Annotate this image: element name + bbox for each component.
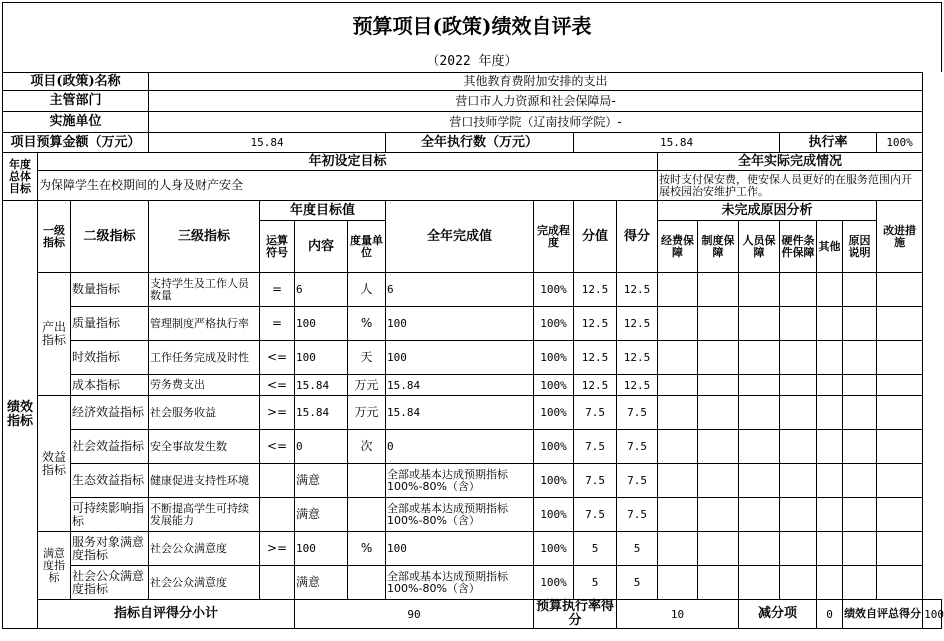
reason-header: 未完成原因分析 [658,201,877,221]
op-cell: >= [260,532,295,566]
degree-cell: 100% [534,273,574,307]
goals-content-row [3,171,942,201]
op-cell [260,566,295,600]
score-cell: 5 [617,566,658,600]
score-cell: 12.5 [617,273,658,307]
l3-cell: 不断提高学生可持续发展能力 [149,498,260,532]
table-row [3,375,942,396]
degree-cell: 100% [534,532,574,566]
content-cell: 100 [295,307,348,341]
perf-label: 绩效指标 [3,201,38,629]
l3-cell: 社会服务收益 [149,396,260,430]
degree-cell: 100% [534,498,574,532]
l3-cell: 社会公众满意度 [149,532,260,566]
form-title: 预算项目(政策)绩效自评表 [2,2,942,46]
table-row [3,430,942,464]
l2-cell: 社会效益指标 [71,430,149,464]
table-row [3,566,942,600]
degree-cell: 100% [534,430,574,464]
content-cell: 100 [295,532,348,566]
budget-rate-label: 预算执行率得分 [534,600,617,629]
content-header: 内容 [295,221,348,273]
content-cell: 满意 [295,566,348,600]
evaluation-table [2,72,942,629]
op-cell: = [260,273,295,307]
goals-actual-header: 全年实际完成情况 [658,153,923,171]
l3-cell: 健康促进支持性环境 [149,464,260,498]
dept-value: 营口市人力资源和社会保障局- [149,91,923,112]
l2-cell: 时效指标 [71,341,149,375]
score-cell: 7.5 [617,498,658,532]
l3-cell: 支持学生及工作人员数量 [149,273,260,307]
unit-cell: 次 [348,430,386,464]
degree-cell: 100% [534,341,574,375]
l2-cell: 成本指标 [71,375,149,396]
goals-initial-text: 为保障学生在校期间的人身及财产安全 [38,171,658,201]
content-cell: 15.84 [295,396,348,430]
rate-value: 100% [877,133,923,153]
op-cell [260,498,295,532]
actual-cell: 6 [386,273,534,307]
full-year-header: 全年完成值 [386,201,534,273]
unit-cell: % [348,307,386,341]
op-cell: <= [260,341,295,375]
l3-cell: 劳务费支出 [149,375,260,396]
content-cell: 6 [295,273,348,307]
content-cell: 15.84 [295,375,348,396]
score-cell: 7.5 [617,396,658,430]
rate-label: 执行率 [780,133,877,153]
content-cell: 100 [295,341,348,375]
unit-cell: 天 [348,341,386,375]
l2-cell: 质量指标 [71,307,149,341]
l2-cell: 可持续影响指标 [71,498,149,532]
level2-header: 二级指标 [71,201,149,273]
score-header: 得分 [617,201,658,273]
l3-cell: 社会公众满意度 [149,566,260,600]
score-cell: 12.5 [617,375,658,396]
degree-cell: 100% [534,396,574,430]
exec-label: 全年执行数（万元） [386,133,574,153]
actual-cell: 全部或基本达成预期指标 100%-80%（含） [386,464,534,498]
actual-cell: 100 [386,532,534,566]
op-cell: >= [260,396,295,430]
value-cell: 5 [574,532,617,566]
goals-side-label: 年度总体目标 [3,153,38,201]
group-output: 产出指标 [38,273,71,396]
score-value-header: 分值 [574,201,617,273]
project-name-row [3,73,942,91]
improve-header: 改进措施 [877,201,923,273]
unit-cell [348,566,386,600]
footer-row [3,600,942,629]
reason-r1: 经费保障 [658,221,698,273]
degree-cell: 100% [534,307,574,341]
annual-target-header: 年度目标值 [260,201,386,221]
actual-cell: 100 [386,341,534,375]
degree-cell: 100% [534,375,574,396]
unit-row [3,112,942,133]
degree-header: 完成程度 [534,201,574,273]
budget-row [3,133,942,153]
unit-cell: 万元 [348,396,386,430]
table-row [3,341,942,375]
goals-header-row [3,153,942,171]
score-cell: 7.5 [617,430,658,464]
value-cell: 12.5 [574,375,617,396]
op-cell [260,464,295,498]
form-year: （2022 年度） [2,46,942,72]
total-value: 100 [923,600,942,629]
table-row [3,396,942,430]
level1-header: 一级指标 [38,201,71,273]
total-label: 绩效自评总得分 [843,600,923,629]
level3-header: 三级指标 [149,201,260,273]
content-cell: 满意 [295,464,348,498]
score-cell: 12.5 [617,307,658,341]
l2-cell: 生态效益指标 [71,464,149,498]
reason-r2: 制度保障 [698,221,739,273]
budget-rate-value: 10 [617,600,739,629]
actual-cell: 0 [386,430,534,464]
degree-cell: 100% [534,464,574,498]
actual-cell: 全部或基本达成预期指标 100%-80%（含） [386,498,534,532]
table-row [3,532,942,566]
deduct-value: 0 [817,600,843,629]
value-cell: 12.5 [574,307,617,341]
value-cell: 7.5 [574,430,617,464]
group-satisfaction: 满意度指标 [38,532,71,600]
actual-cell: 100 [386,307,534,341]
performance-form [2,2,942,639]
unit-cell: 万元 [348,375,386,396]
deduct-label: 减分项 [739,600,817,629]
unit-label: 实施单位 [3,112,149,133]
unit-value: 营口技师学院（辽南技师学院）- [149,112,923,133]
unit-cell [348,464,386,498]
goals-initial-header: 年初设定目标 [38,153,658,171]
op-cell: <= [260,375,295,396]
unit-cell [348,498,386,532]
dept-label: 主管部门 [3,91,149,112]
score-cell: 12.5 [617,341,658,375]
goals-actual-text: 按时支付保安费，使安保人员更好的在服务范围内开展校园治安维护工作。 [658,171,923,201]
dept-row [3,91,942,112]
value-cell: 7.5 [574,396,617,430]
group-benefit: 效益指标 [38,396,71,532]
unit-header: 度量单位 [348,221,386,273]
reason-r6: 原因说明 [843,221,877,273]
value-cell: 5 [574,566,617,600]
reason-r4: 硬件条件保障 [780,221,817,273]
reason-r5: 其他 [817,221,843,273]
value-cell: 12.5 [574,341,617,375]
content-cell: 满意 [295,498,348,532]
l2-cell: 数量指标 [71,273,149,307]
op-cell: = [260,307,295,341]
value-cell: 7.5 [574,464,617,498]
reason-r3: 人员保障 [739,221,780,273]
table-row [3,307,942,341]
l2-cell: 社会公众满意度指标 [71,566,149,600]
budget-value: 15.84 [149,133,386,153]
subtotal-value: 90 [295,600,534,629]
unit-cell: 人 [348,273,386,307]
l3-cell: 工作任务完成及时性 [149,341,260,375]
project-name-label: 项目(政策)名称 [3,73,149,91]
project-name-value: 其他教育费附加安排的支出 [149,73,923,91]
content-cell: 0 [295,430,348,464]
budget-label: 项目预算金额（万元） [3,133,149,153]
l3-cell: 安全事故发生数 [149,430,260,464]
value-cell: 12.5 [574,273,617,307]
degree-cell: 100% [534,566,574,600]
unit-cell: % [348,532,386,566]
value-cell: 7.5 [574,498,617,532]
exec-value: 15.84 [574,133,780,153]
op-header: 运算符号 [260,221,295,273]
indicator-header-row-1 [3,201,942,221]
l3-cell: 管理制度严格执行率 [149,307,260,341]
table-row [3,498,942,532]
score-cell: 7.5 [617,464,658,498]
actual-cell: 全部或基本达成预期指标 100%-80%（含） [386,566,534,600]
table-row [3,273,942,307]
actual-cell: 15.84 [386,375,534,396]
table-row [3,464,942,498]
l2-cell: 服务对象满意度指标 [71,532,149,566]
score-cell: 5 [617,532,658,566]
actual-cell: 15.84 [386,396,534,430]
op-cell: <= [260,430,295,464]
subtotal-label: 指标自评得分小计 [38,600,295,629]
l2-cell: 经济效益指标 [71,396,149,430]
